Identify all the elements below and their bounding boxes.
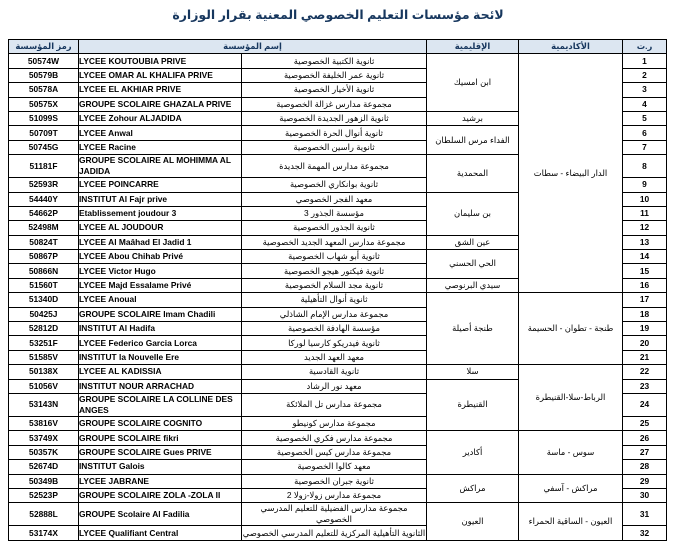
cell-name-arabic: معهد نور الرشاد: [242, 379, 427, 393]
cell-academy: العيون - الساقية الحمراء: [519, 503, 623, 540]
cell-code: 52498M: [8, 221, 78, 235]
cell-name-arabic: معهد كالوا الخصوصية: [242, 460, 427, 474]
cell-name-latin: INSTITUT NOUR ARRACHAD: [78, 379, 241, 393]
cell-code: 51560T: [8, 278, 78, 292]
cell-order: 5: [623, 111, 667, 125]
column-header-province: الإقليمية: [427, 40, 519, 54]
cell-order: 13: [623, 235, 667, 249]
cell-name-arabic: ثانوية القادسية: [242, 365, 427, 379]
cell-order: 30: [623, 488, 667, 502]
cell-order: 4: [623, 97, 667, 111]
column-header-code: رمز المؤسسة: [8, 40, 78, 54]
cell-code: 54440Y: [8, 192, 78, 206]
cell-name-latin: INSTITUT Al Hadifa: [78, 322, 241, 336]
cell-order: 14: [623, 250, 667, 264]
cell-province: مراكش: [427, 474, 519, 503]
cell-name-latin: INSTITUT Al Fajr prive: [78, 192, 241, 206]
table-row: [8, 474, 666, 488]
table-row: [8, 54, 666, 68]
cell-name-latin: LYCEE Racine: [78, 140, 241, 154]
header-row: [8, 40, 666, 54]
cell-code: 52812D: [8, 322, 78, 336]
cell-order: 20: [623, 336, 667, 350]
cell-order: 28: [623, 460, 667, 474]
cell-name-arabic: ثانوية مجد السلام الخصوصية: [242, 278, 427, 292]
table-row: [8, 365, 666, 379]
cell-name-arabic: ثانوية عمر الخليفة الخصوصية: [242, 68, 427, 82]
cell-academy: مراكش - آسفي: [519, 474, 623, 503]
cell-name-latin: LYCEE Qualifiant Central: [78, 526, 241, 540]
cell-order: 10: [623, 192, 667, 206]
cell-order: 2: [623, 68, 667, 82]
cell-code: 50138X: [8, 365, 78, 379]
cell-name-latin: GROUPE SCOLAIRE GHAZALA PRIVE: [78, 97, 241, 111]
cell-name-latin: GROUPE SCOLAIRE LA COLLINE DES ANGES: [78, 393, 241, 416]
cell-order: 6: [623, 126, 667, 140]
cell-order: 19: [623, 322, 667, 336]
cell-code: 50867P: [8, 250, 78, 264]
cell-name-latin: INSTITUT la Nouvelle Ere: [78, 350, 241, 364]
cell-order: 32: [623, 526, 667, 540]
cell-name-latin: GROUPE SCOLAIRE COGNITO: [78, 416, 241, 430]
cell-name-arabic: معهد الفجر الخصوصي: [242, 192, 427, 206]
cell-province: طنجة أصيلة: [427, 293, 519, 365]
cell-name-arabic: مجموعة مدارس الفضيلية للتعليم المدرسي الخصوصي: [242, 503, 427, 526]
cell-academy: طنجة - تطوان - الحسيمة: [519, 293, 623, 365]
cell-order: 7: [623, 140, 667, 154]
column-header-academy: الأكاديمية: [519, 40, 623, 54]
cell-name-arabic: مجموعة مدارس كونيطو: [242, 416, 427, 430]
cell-name-arabic: معهد العهد الجديد: [242, 350, 427, 364]
cell-province: الحي الحسني: [427, 250, 519, 279]
cell-name-arabic: مؤسسة الجذور 3: [242, 206, 427, 220]
cell-code: 52593R: [8, 178, 78, 192]
cell-order: 21: [623, 350, 667, 364]
cell-code: 50579B: [8, 68, 78, 82]
cell-code: 53174X: [8, 526, 78, 540]
cell-code: 50709T: [8, 126, 78, 140]
cell-name-arabic: مجموعة مدارس فكري الخصوصية: [242, 431, 427, 445]
cell-academy: الدار البيضاء - سطات: [519, 54, 623, 293]
cell-name-arabic: ثانوية الأخيار الخصوصية: [242, 83, 427, 97]
table-row: [8, 293, 666, 307]
cell-name-latin: GROUPE SCOLAIRE Imam Chadili: [78, 307, 241, 321]
cell-province: ابن امسيك: [427, 54, 519, 112]
cell-order: 23: [623, 379, 667, 393]
cell-order: 16: [623, 278, 667, 292]
cell-order: 3: [623, 83, 667, 97]
cell-code: 51181F: [8, 155, 78, 178]
cell-province: برشيد: [427, 111, 519, 125]
cell-academy: الرباط-سلا-القنيطرة: [519, 365, 623, 431]
cell-order: 15: [623, 264, 667, 278]
cell-code: 50425J: [8, 307, 78, 321]
cell-code: 53749X: [8, 431, 78, 445]
cell-province: سيدي البرنوصي: [427, 278, 519, 292]
cell-order: 1: [623, 54, 667, 68]
cell-name-latin: LYCEE Anwal: [78, 126, 241, 140]
institutions-table: [8, 39, 667, 541]
cell-name-latin: LYCEE POINCARRE: [78, 178, 241, 192]
column-header-name: إسم المؤسسة: [78, 40, 426, 54]
cell-name-latin: LYCEE EL AKHIAR PRIVE: [78, 83, 241, 97]
cell-code: 54662P: [8, 206, 78, 220]
cell-order: 12: [623, 221, 667, 235]
cell-code: 50745G: [8, 140, 78, 154]
cell-code: 50574W: [8, 54, 78, 68]
table-row: [8, 503, 666, 526]
cell-province: العيون: [427, 503, 519, 540]
cell-name-arabic: مجموعة مدارس غزالة الخصوصية: [242, 97, 427, 111]
cell-code: 51056V: [8, 379, 78, 393]
cell-name-latin: GROUPE Scolaire Al Fadilia: [78, 503, 241, 526]
cell-name-arabic: ثانوية أبو شهاب الخصوصية: [242, 250, 427, 264]
cell-code: 50866N: [8, 264, 78, 278]
cell-name-latin: GROUPE SCOLAIRE fikri: [78, 431, 241, 445]
cell-order: 29: [623, 474, 667, 488]
cell-code: 53143N: [8, 393, 78, 416]
cell-order: 27: [623, 445, 667, 459]
cell-province: سلا: [427, 365, 519, 379]
cell-name-latin: LYCEE Al Maâhad El Jadid 1: [78, 235, 241, 249]
column-header-order: ر.ت: [623, 40, 667, 54]
cell-code: 50349B: [8, 474, 78, 488]
cell-province: أكادير: [427, 431, 519, 474]
cell-province: الفداء مرس السلطان: [427, 126, 519, 155]
cell-name-arabic: مجموعة مدارس زولا-زولا 2: [242, 488, 427, 502]
cell-name-arabic: الثانوية التأهيلية المركزية للتعليم المدرسي الخصوصي: [242, 526, 427, 540]
cell-name-latin: LYCEE JABRANE: [78, 474, 241, 488]
cell-order: 26: [623, 431, 667, 445]
cell-name-arabic: ثانوية جبران الخصوصية: [242, 474, 427, 488]
cell-province: عين الشق: [427, 235, 519, 249]
cell-name-arabic: مؤسسة الهادفة الخصوصية: [242, 322, 427, 336]
cell-name-latin: INSTITUT Galois: [78, 460, 241, 474]
cell-province: القنيطرة: [427, 379, 519, 431]
cell-name-arabic: ثانوية الزهور الجديدة الخصوصية: [242, 111, 427, 125]
cell-name-latin: LYCEE OMAR AL KHALIFA PRIVE: [78, 68, 241, 82]
cell-name-latin: LYCEE Federico Garcia Lorca: [78, 336, 241, 350]
cell-name-arabic: مجموعة مدارس الإمام الشاذلي: [242, 307, 427, 321]
table-row: [8, 431, 666, 445]
cell-name-latin: Etablissement joudour 3: [78, 206, 241, 220]
cell-code: 52674D: [8, 460, 78, 474]
table-header: [8, 40, 666, 54]
cell-name-latin: GROUPE SCOLAIRE Gues PRIVE: [78, 445, 241, 459]
cell-name-arabic: ثانوية راسين الخصوصية: [242, 140, 427, 154]
cell-name-latin: LYCEE Anoual: [78, 293, 241, 307]
cell-code: 52523P: [8, 488, 78, 502]
cell-name-arabic: ثانوية فيدريكو كارسيا لوركا: [242, 336, 427, 350]
page-title: لائحة مؤسسات التعليم الخصوصي المعنية بقرار الوزارة: [172, 8, 504, 22]
cell-code: 50824T: [8, 235, 78, 249]
cell-name-arabic: ثانوية الكتبية الخصوصية: [242, 54, 427, 68]
cell-code: 52888L: [8, 503, 78, 526]
cell-order: 9: [623, 178, 667, 192]
cell-name-latin: GROUPE SCOLAIRE AL MOHIMMA AL JADIDA: [78, 155, 241, 178]
cell-academy: سوس - ماسة: [519, 431, 623, 474]
cell-order: 31: [623, 503, 667, 526]
table-body: [8, 54, 666, 540]
cell-name-latin: LYCEE Victor Hugo: [78, 264, 241, 278]
cell-name-latin: GROUPE SCOLAIRE ZOLA -ZOLA II: [78, 488, 241, 502]
cell-name-arabic: مجموعة مدارس المعهد الجديد الخصوصية: [242, 235, 427, 249]
cell-order: 11: [623, 206, 667, 220]
cell-name-latin: LYCEE AL KADISSIA: [78, 365, 241, 379]
cell-code: 51340D: [8, 293, 78, 307]
cell-name-arabic: مجموعة مدارس تل الملائكة: [242, 393, 427, 416]
cell-order: 18: [623, 307, 667, 321]
cell-name-arabic: ثانوية أنوال التأهيلية: [242, 293, 427, 307]
cell-code: 50575X: [8, 97, 78, 111]
table-container: [0, 39, 676, 541]
cell-name-arabic: ثانوية فيكتور هيجو الخصوصية: [242, 264, 427, 278]
cell-order: 17: [623, 293, 667, 307]
cell-name-latin: LYCEE Zohour ALJADIDA: [78, 111, 241, 125]
cell-name-arabic: ثانوية أنوال الحرة الخصوصية: [242, 126, 427, 140]
cell-name-arabic: ثانوية بوانكاري الخصوصية: [242, 178, 427, 192]
cell-name-arabic: مجموعة مدارس المهمة الجديدة: [242, 155, 427, 178]
cell-name-arabic: ثانوية الجذور الخصوصية: [242, 221, 427, 235]
cell-order: 8: [623, 155, 667, 178]
cell-name-latin: LYCEE AL JOUDOUR: [78, 221, 241, 235]
cell-code: 53816V: [8, 416, 78, 430]
cell-name-latin: LYCEE Majd Essalame Privé: [78, 278, 241, 292]
cell-order: 25: [623, 416, 667, 430]
cell-order: 22: [623, 365, 667, 379]
cell-province: بن سليمان: [427, 192, 519, 235]
cell-name-latin: LYCEE Abou Chihab Privé: [78, 250, 241, 264]
cell-order: 24: [623, 393, 667, 416]
cell-province: المحمدية: [427, 155, 519, 192]
cell-code: 51099S: [8, 111, 78, 125]
cell-code: 50578A: [8, 83, 78, 97]
cell-name-latin: LYCEE KOUTOUBIA PRIVE: [78, 54, 241, 68]
cell-code: 51585V: [8, 350, 78, 364]
cell-name-arabic: مجموعة مدارس كيس الخصوصية: [242, 445, 427, 459]
cell-code: 50357K: [8, 445, 78, 459]
cell-code: 53251F: [8, 336, 78, 350]
